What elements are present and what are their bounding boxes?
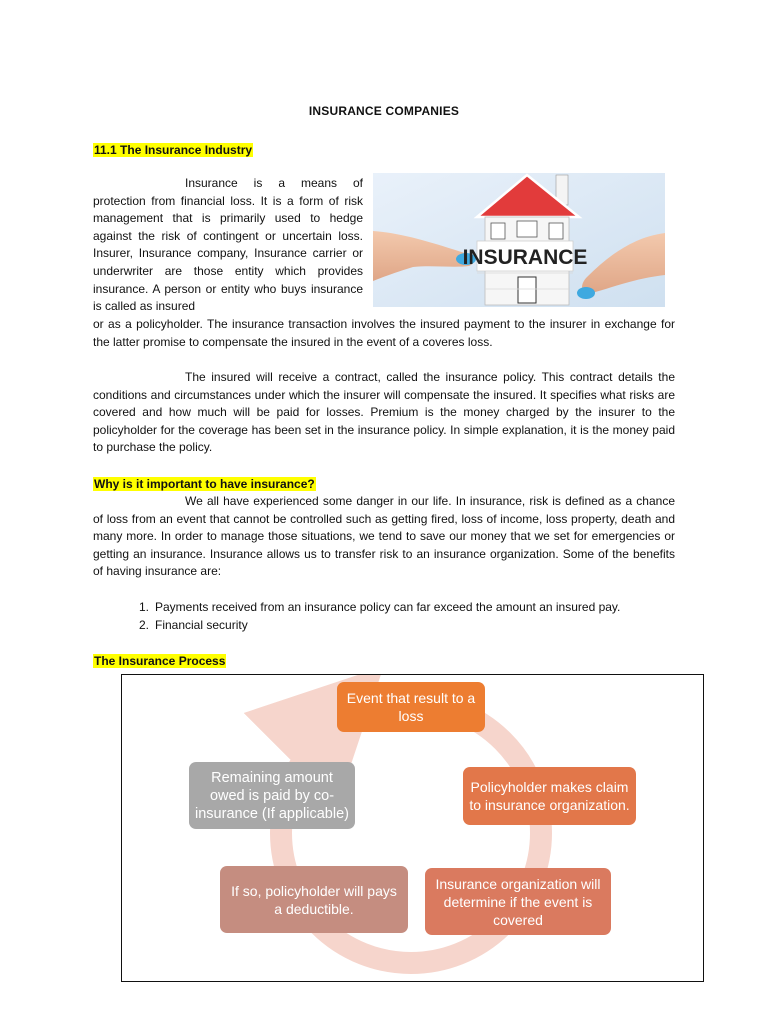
list-item-text: Financial security	[155, 617, 248, 632]
insurance-sign-text: INSURANCE	[462, 246, 588, 269]
highlighted-heading: 11.1 The Insurance Industry	[94, 143, 253, 157]
benefits-list	[139, 599, 620, 634]
list-item-number: 2.	[139, 617, 150, 632]
process-step-pay-deductible: If so, policyholder will pays a deductible.	[220, 866, 408, 933]
list-item	[139, 599, 620, 617]
process-step-coinsurance: Remaining amount owed is paid by co-insurance (If applicable)	[189, 762, 355, 829]
paragraph-insurance-definition: Insurance is a means of protection from financial loss. It is a form of risk management that is primarily used to hedge against the risk of contingent or uncertain loss. Insurer, Insurance company, Insurance carrier or underwriter are those entity which provides insurance. A person or entity who buys insurance is called as insured	[93, 176, 363, 314]
paragraph-insurance-policy: The insured will receive a contract, called the insurance policy. This contract details the conditions and circumstances under which the insurer will compensate the insured. It specifies what risks are covered and how much will be paid for losses. Premium is the money charged by the insurer to the policyholder for the coverage has been set in the insurance policy. In simple explanation, it is the money paid to purchase the policy.	[93, 370, 675, 455]
insurance-house-photo	[373, 173, 665, 307]
house-insurance-photo-icon	[373, 173, 665, 307]
paragraph-risk: We all have experienced some danger in our life. In insurance, risk is defined as a chance of loss from an event that cannot be controlled such as getting fired, loss of income, loss property, death and many more. In order to manage those situations, we tend to save our money that we set for emergencies or getting an insurance. Insurance allows us to transfer risk to an insurance organization. Some of the benefits of having insurance are:	[93, 494, 675, 579]
highlighted-heading: Why is it important to have insurance?	[94, 477, 315, 491]
process-step-event-loss: Event that result to a loss	[337, 682, 485, 732]
process-step-determine-coverage: Insurance organization will determine if the event is covered	[425, 868, 611, 935]
insurance-process-diagram	[121, 674, 704, 982]
process-step-make-claim: Policyholder makes claim to insurance organization.	[463, 767, 636, 825]
highlighted-heading: The Insurance Process	[94, 654, 226, 668]
section-heading-insurance-industry	[93, 141, 253, 159]
paragraph-policyholder: or as a policyholder. The insurance transaction involves the insured payment to the insurer in exchange for the latter promise to compensate the insured in the event of a coveres loss.	[93, 317, 675, 349]
document-title: INSURANCE COMPANIES	[308, 104, 460, 118]
section-heading-insurance-process	[93, 652, 226, 670]
list-item-text: Payments received from an insurance policy can far exceed the amount an insured pay.	[155, 600, 621, 614]
list-item	[139, 617, 620, 635]
list-item-number: 1.	[139, 600, 150, 614]
section-heading-why-important	[93, 475, 316, 493]
